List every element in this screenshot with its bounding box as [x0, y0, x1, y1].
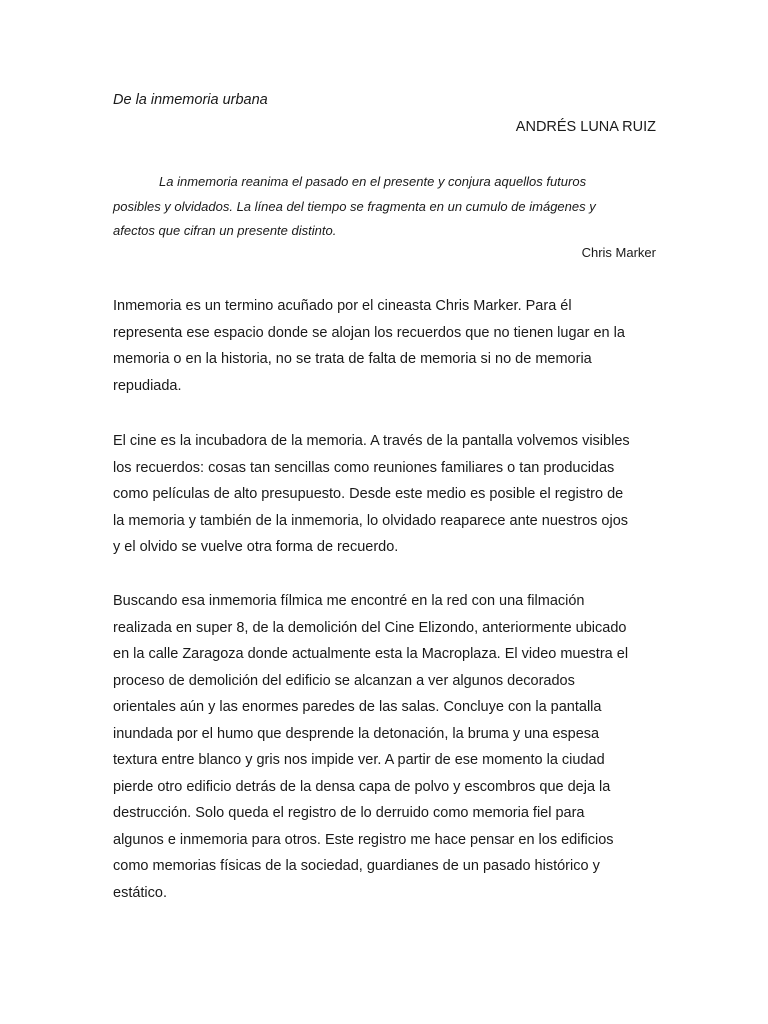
paragraph-line: textura entre blanco y gris nos impide ver. A partir de ese momento la ciudad — [113, 752, 605, 768]
paragraph-line: orientales aún y las enormes paredes de las salas. Concluye con la pantalla — [113, 699, 602, 715]
paragraph-line: la memoria y también de la inmemoria, lo olvidado reaparece ante nuestros ojos — [113, 512, 629, 529]
epigraph-source: Chris Marker — [581, 245, 656, 260]
paragraph-line: Buscando esa inmemoria fílmica me encontré en la red con una filmación — [113, 593, 585, 609]
paragraph-line: memoria o en la historia, no se trata de falta de memoria si no de memoria — [113, 351, 592, 367]
paragraph-line: como memorias físicas de la sociedad, guardianes de un pasado histórico y — [113, 858, 600, 874]
paragraph-line: como películas de alto presupuesto. Desde este medio es posible el registro de — [113, 486, 624, 502]
document-title: De la inmemoria urbana — [113, 92, 268, 108]
epigraph-line: posibles y olvidados. La línea del tiempo se fragmenta en un cumulo de imágenes y — [113, 198, 596, 214]
paragraph-line: inundada por el humo que desprende la detonación, la bruma y una espesa — [113, 725, 600, 742]
paragraph-line: los recuerdos: cosas tan sencillas como reuniones familiares o tan producidas — [113, 459, 615, 476]
paragraph-line: realizada en super 8, de la demolición del Cine Elizondo, anteriormente ubicado — [113, 619, 627, 636]
paragraph-line: repudiada. — [113, 377, 182, 394]
paragraph-line: El cine es la incubadora de la memoria. A través de la pantalla volvemos visibles — [113, 433, 630, 449]
paragraph-line: y el olvido se vuelve otra forma de recuerdo. — [113, 539, 399, 555]
paragraph-line: algunos e inmemoria para otros. Este registro me hace pensar en los edificios — [113, 831, 614, 848]
epigraph-line: afectos que cifran un presente distinto. — [113, 223, 337, 238]
document-author: ANDRÉS LUNA RUIZ — [515, 119, 656, 135]
paragraph-line: estático. — [113, 884, 167, 901]
paragraph-line: destrucción. Solo queda el registro de lo derruido como memoria fiel para — [113, 805, 585, 821]
paragraph-2 — [113, 428, 658, 561]
paragraph-line: proceso de demolición del edificio se alcanzan a ver algunos decorados — [113, 672, 575, 689]
paragraph-1 — [113, 293, 658, 399]
paragraph-line: pierde otro edificio detrás de la densa capa de polvo y escombros que deja la — [113, 778, 611, 795]
epigraph — [113, 170, 658, 244]
paragraph-line: Inmemoria es un termino acuñado por el cineasta Chris Marker. Para él — [113, 298, 572, 314]
paragraph-3 — [113, 588, 658, 906]
paragraph-line: representa ese espacio donde se alojan los recuerdos que no tienen lugar en la — [113, 324, 625, 341]
paragraph-line: en la calle Zaragoza donde actualmente esta la Macroplaza. El video muestra el — [113, 646, 629, 662]
epigraph-line: La inmemoria reanima el pasado en el presente y conjura aquellos futuros — [159, 174, 587, 189]
